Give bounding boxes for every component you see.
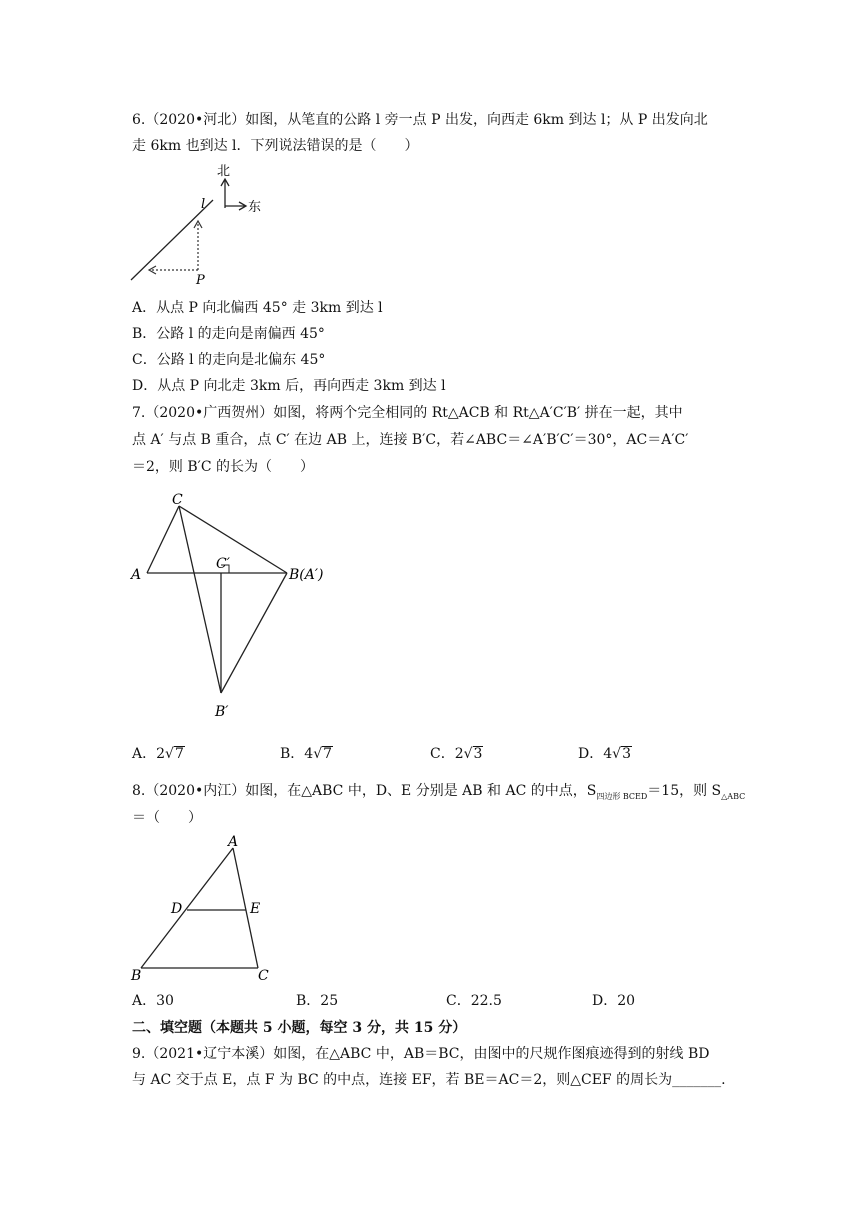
label-a: A: [131, 567, 142, 583]
segment-ab: [141, 848, 233, 968]
section2-heading: 二、填空题（本题共 5 小题，每空 3 分，共 15 分）: [132, 1020, 467, 1036]
q6-option-c: C．公路 l 的走向是北偏东 45°: [132, 352, 326, 368]
q7-option-c: [430, 744, 483, 764]
q9-text-line1: 9.（2021•辽宁本溪）如图，在△ABC 中，AB＝BC，由图中的尺规作图痕迹得到的射线 BD: [132, 1046, 710, 1062]
q6-text-line2: 走 6km 也到达 l．下列说法错误的是（ ）: [132, 138, 419, 154]
q7-option-b-prefix: B．4: [280, 746, 314, 762]
q7-text-line3: ＝2，则 B′C 的长为（ ）: [132, 459, 314, 475]
q9-text-line2: 与 AC 交于点 E，点 F 为 BC 的中点，连接 EF，若 BE＝AC＝2，则△CEF 的周长为_______.: [132, 1072, 726, 1088]
q8-text-line2: ＝（ ）: [132, 810, 202, 826]
q8-line1-main: 8.（2020•内江）如图，在△ABC 中，D、E 分别是 AB 和 AC 的中点，S: [132, 783, 597, 799]
q7-option-d: [578, 744, 632, 764]
sqrt-icon: √: [313, 746, 323, 762]
q8-subscript-abc: △ABC: [721, 791, 746, 801]
segment-bbp: [221, 573, 287, 693]
q8-figure: [125, 832, 285, 987]
sqrt-icon: √: [165, 746, 174, 762]
label-b: B: [131, 968, 142, 984]
segment-ac: [147, 506, 179, 573]
q8-subscript-quad: 四边形 BCED: [596, 791, 648, 801]
sqrt-icon: √: [463, 746, 473, 762]
label-d: D: [171, 901, 183, 917]
q7-option-a: [132, 744, 185, 764]
q8-option-c: C．22.5: [446, 993, 502, 1009]
q8-line1-mid: ＝15，则 S: [647, 783, 722, 799]
q7-option-d-radicand: 3: [622, 746, 631, 762]
q6-option-a: A．从点 P 向北偏西 45° 走 3km 到达 l: [132, 300, 383, 316]
q6-option-b: B．公路 l 的走向是南偏西 45°: [132, 326, 325, 342]
label-c-prime: C′: [216, 556, 230, 572]
q7-option-c-radicand: 3: [473, 746, 483, 762]
label-a: A: [228, 834, 239, 850]
sqrt-icon: √: [612, 746, 622, 762]
label-east: 东: [248, 200, 262, 215]
label-b-prime: B′: [215, 704, 229, 720]
q6-text-line1: 6.（2020•河北）如图，从笔直的公路 l 旁一点 P 出发，向西走 6km 到达 l；从 P 出发向北: [132, 112, 708, 128]
q8-option-d: D．20: [592, 993, 636, 1009]
q7-option-c-prefix: C．2: [430, 746, 464, 762]
label-l: l: [201, 197, 206, 212]
label-c: C: [172, 492, 183, 508]
q8-option-b: B．25: [296, 993, 339, 1009]
q8-text-line1: [132, 781, 745, 807]
q7-text-line2: 点 A′ 与点 B 重合，点 C′ 在边 AB 上，连接 B′C，若∠ABC＝∠A′B′C′＝30°，AC＝A′C′: [132, 432, 689, 448]
label-b-a-prime: B(A′): [289, 567, 324, 583]
q7-option-b-radicand: 7: [323, 746, 333, 762]
label-c: C: [258, 968, 269, 984]
q7-figure: [125, 488, 325, 728]
label-north: 北: [217, 164, 231, 179]
q6-option-d: D．从点 P 向北走 3km 后，再向西走 3km 到达 l: [132, 378, 446, 394]
q7-option-a-prefix: A．2: [132, 746, 166, 762]
q7-option-b: [280, 744, 333, 764]
segment-cb: [179, 506, 287, 573]
label-e: E: [250, 901, 261, 917]
q7-text-line1: 7.（2020•广西贺州）如图，将两个完全相同的 Rt△ACB 和 Rt△A′C′B′ 拼在一起，其中: [132, 405, 683, 421]
q8-option-a: A．30: [132, 993, 174, 1009]
q7-option-d-prefix: D．4: [578, 746, 613, 762]
q7-option-a-radicand: 7: [174, 746, 184, 762]
road-l-line: [131, 200, 213, 280]
segment-cbp: [179, 506, 221, 693]
q6-figure: [125, 158, 275, 288]
label-p: P: [196, 273, 205, 288]
